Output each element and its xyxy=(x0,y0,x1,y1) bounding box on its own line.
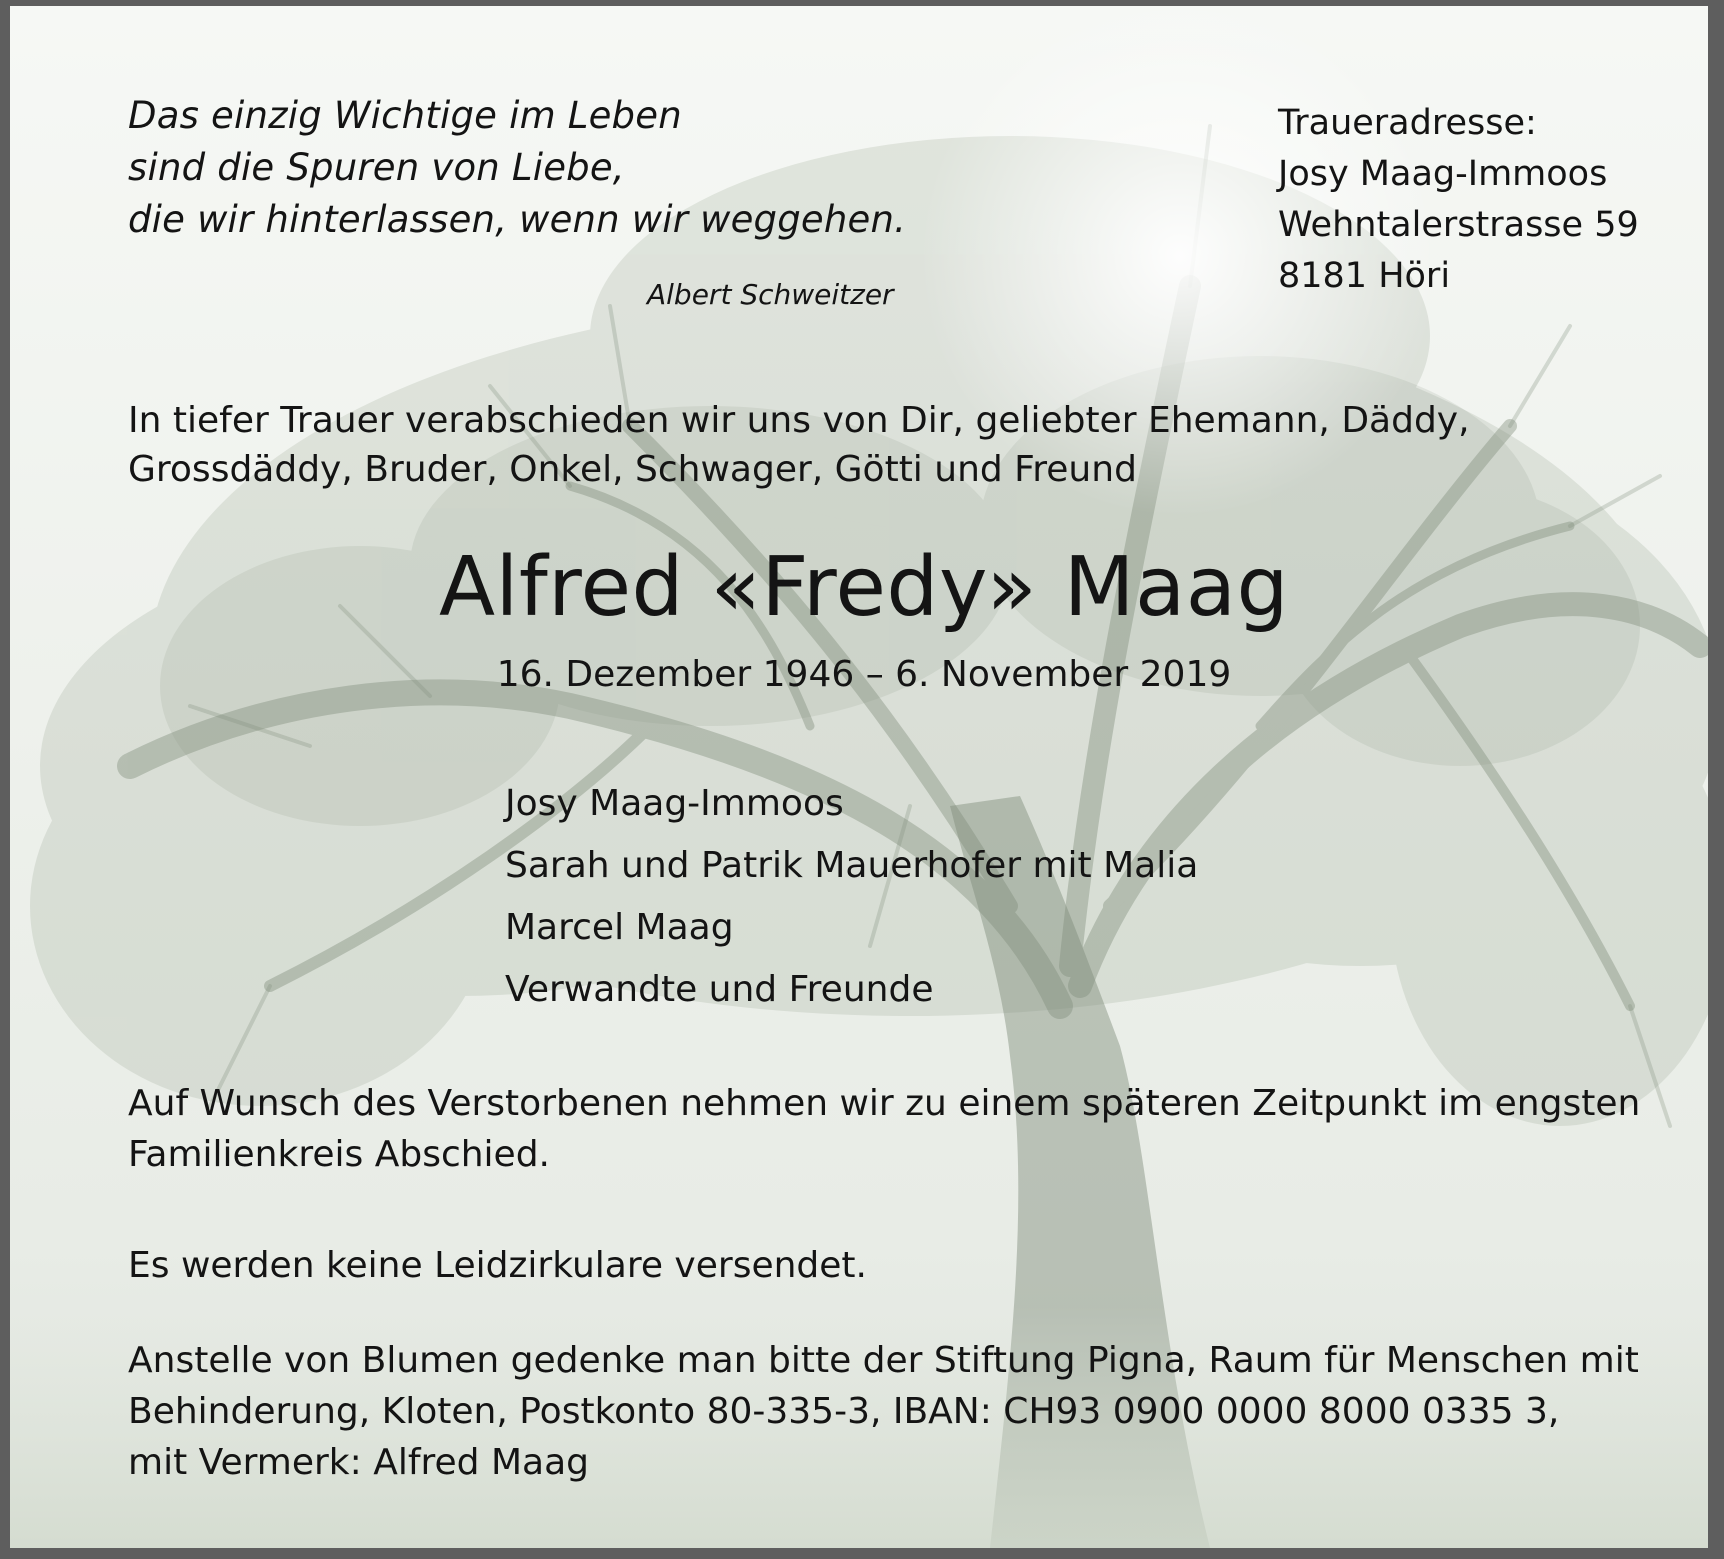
mourner: Verwandte und Freunde xyxy=(505,969,934,1010)
mourning-address xyxy=(1278,98,1639,302)
deceased-name: Alfred «Fredy» Maag xyxy=(438,540,1290,635)
no-circulars-note: Es werden keine Leidzirkulare versendet. xyxy=(128,1245,867,1286)
donation-line: Behinderung, Kloten, Postkonto 80-335-3, IBAN: CH93 0900 0000 8000 0335 3, xyxy=(128,1391,1560,1432)
donation-line: Anstelle von Blumen gedenke man bitte der Stiftung Pigna, Raum für Menschen mit xyxy=(128,1340,1639,1381)
intro-text xyxy=(128,396,1470,494)
quote-author: Albert Schweitzer xyxy=(647,278,894,311)
obituary-notice xyxy=(10,6,1708,1548)
mourner: Marcel Maag xyxy=(505,907,734,948)
address-name: Josy Maag-Immoos xyxy=(1278,154,1608,194)
mourners-list xyxy=(505,773,1198,1021)
address-street: Wehntalerstrasse 59 xyxy=(1278,205,1639,245)
donation-note xyxy=(128,1335,1639,1488)
donation-line: mit Vermerk: Alfred Maag xyxy=(128,1442,590,1483)
address-label: Traueradresse: xyxy=(1278,103,1537,143)
quote xyxy=(128,90,906,246)
ceremony-line: Auf Wunsch des Verstorbenen nehmen wir zu einem späteren Zeitpunkt im engsten xyxy=(128,1083,1641,1124)
life-dates: 16. Dezember 1946 – 6. November 2019 xyxy=(496,654,1232,695)
ceremony-line: Familienkreis Abschied. xyxy=(128,1134,550,1175)
address-city: 8181 Höri xyxy=(1278,256,1451,296)
mourner: Josy Maag-Immoos xyxy=(505,783,844,824)
quote-line: Das einzig Wichtige im Leben xyxy=(128,94,682,137)
quote-line: sind die Spuren von Liebe, xyxy=(128,146,625,189)
mourner: Sarah und Patrik Mauerhofer mit Malia xyxy=(505,845,1199,886)
intro-line: Grossdäddy, Bruder, Onkel, Schwager, Götti und Freund xyxy=(128,449,1137,490)
intro-line: In tiefer Trauer verabschieden wir uns von Dir, geliebter Ehemann, Däddy, xyxy=(128,400,1470,441)
quote-line: die wir hinterlassen, wenn wir weggehen. xyxy=(128,198,907,241)
ceremony-note xyxy=(128,1078,1640,1180)
